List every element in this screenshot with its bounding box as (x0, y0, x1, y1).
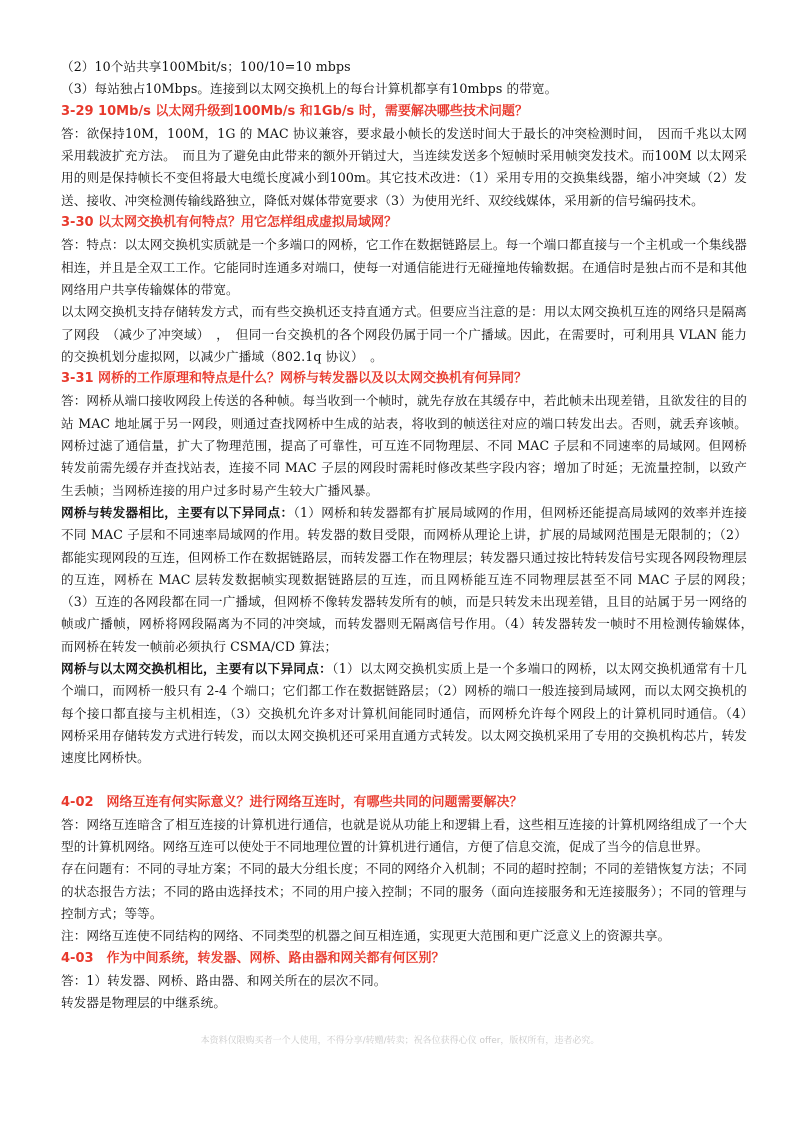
answer-paragraph: 答：网桥从端口接收网段上传送的各种帧。每当收到一个帧时，就先存放在其缓存中，若此帧未出现差错，且欲发往的目的站 MAC 地址属于另一网段，则通过查找网桥中生成的站表，将收到的帧送往对应的端口转发出去。否则，就丢弃该帧。网桥过滤了通信量，扩大了物理范围，提高了可靠性，可互连不同物理层、不同 MAC 子层和不同速率的局域网。但网桥转发前需先缓存并查找站表，连接不同 MAC 子层的网段时需耗时修改某些字段内容；增加了时延；无流量控制，以致产生丢帧；当网桥连接的用户过多时易产生较大广播风暴。 (61, 393, 747, 498)
question-heading-3-30: 3-30 以太网交换机有何特点？用它怎样组成虚拟局域网？ (61, 215, 398, 231)
page-footer: 本资料仅限购买者一个人使用，不得分享/转赠/转卖；祝各位获得心仪 offer，版权所有，违者必究。 (200, 1036, 600, 1046)
spacer (61, 770, 747, 792)
text-line: （2）10个站共享100Mbit/s；100/10=10 mbps (61, 59, 351, 74)
answer-paragraph: 答：欲保持10M，100M，1G 的 MAC 协议兼容，要求最小帧长的发送时间大于最长的冲突检测时间， 因而千兆以太网采用载波扩充方法。 而且为了避免由此带来的额外开销过大，当连续发送多个短帧时采用帧突发技术。而100M 以太网采用的则是保持帧长不变但将最大电缆长度减小到100m。其它技术改进：（1）采用专用的交换集线器，缩小冲突域（2）发送、接收、冲突检测传输线路独立，降低对媒体带宽要求（3）为使用光纤、双绞线媒体，采用新的信号编码技术。 (61, 125, 747, 208)
question-heading-4-02: 4-02 网络互连有何实际意义？进行网络互连时，有哪些共同的问题需要解决？ (61, 794, 523, 810)
answer-paragraph: 注：网络互连使不同结构的网络、不同类型的机器之间互相连通，实现更大范围和更广泛意义上的资源共享。 (61, 928, 671, 944)
text-line: （3）每站独占10Mbps。连接到以太网交换机上的每台计算机都享有10mbps 的带宽。 (61, 81, 558, 97)
bold-lead: 网桥与转发器相比，主要有以下异同点： (61, 504, 294, 520)
answer-paragraph: 答：1）转发器、网桥、路由器、和网关所在的层次不同。 (61, 972, 387, 988)
answer-paragraph: 答：网络互连暗含了相互连接的计算机进行通信，也就是说从功能上和逻辑上看，这些相互连接的计算机网络组成了一个大型的计算机网络。网络互连可以使处于不同地理位置的计算机进行通信，方便了信息交流，促成了当今的信息世界。 (61, 816, 747, 855)
answer-paragraph: 以太网交换机支持存储转发方式，而有些交换机还支持直通方式。但要应当注意的是：用以太网交换机互连的网络只是隔离了网段 （减少了冲突域） ， 但同一台交换机的各个网段仍属于同一个广播域。因此，在需要时，可利用具 VLAN 能力的交换机划分虚拟网，以减少广播域（802.1q 协议） 。 (61, 304, 747, 364)
answer-paragraph: 答：特点：以太网交换机实质就是一个多端口的网桥，它工作在数据链路层上。每一个端口都直接与一个主机或一个集线器相连，并且是全双工工作。它能同时连通多对端口，使每一对通信能进行无碰撞地传输数据。在通信时是独占而不是和其他网络用户共享传输媒体的带宽。 (61, 237, 747, 297)
bold-lead: 网桥与以太网交换机相比，主要有以下异同点： (61, 661, 333, 677)
answer-paragraph (61, 502, 760, 658)
answer-paragraph: 存在问题有：不同的寻址方案；不同的最大分组长度；不同的网络介入机制；不同的超时控制；不同的差错恢复方法；不同的状态报告方法；不同的路由选择技术；不同的用户接入控制；不同的服务（面向连接服务和无连接服务）；不同的管理与控制方式；等等。 (61, 861, 747, 921)
answer-text: （1）网桥和转发器都有扩展局域网的作用，但网桥还能提高局域网的效率并连接不同 MAC 子层和不同速率局域网的作用。转发器的数目受限，而网桥从理论上讲，扩展的局域网范围是无限制的；（2）都能实现网段的互连，但网桥工作在数据链路层，而转发器工作在物理层；转发器只通过按比特转发信号实现各网段物理层的互连，网桥在 MAC 层转发数据帧实现数据链路层的互连，而且网桥能互连不同物理层甚至不同 MAC 子层的网段； （3）互连的各网段都在同一广播域，但网桥不像转发器转发所有的帧，而是只转发未出现差错，且目的站属于另一网络的帧或广播帧，网桥将网段隔离为不同的冲突域，而转发器则无隔离信号作用。（4）转发器转发一帧时不用检测传输媒体， 而网桥在转发一帧前必须执行 CSMA/CD 算法； (61, 504, 760, 654)
answer-paragraph: 转发器是物理层的中继系统。 (61, 995, 227, 1011)
question-heading-3-29: 3-29 10Mb/s 以太网升级到100Mb/s 和1Gb/s 时，需要解决哪些技术问题？ (61, 103, 528, 119)
question-heading-3-31: 3-31 网桥的工作原理和特点是什么？网桥与转发器以及以太网交换机有何异同？ (61, 371, 528, 387)
question-heading-4-03: 4-03 作为中间系统，转发器、网桥、路由器和网关都有何区别？ (61, 950, 445, 966)
answer-text: （1）以太网交换机实质上是一个多端口的网桥，以太网交换机通常有十几个端口，而网桥一般只有 2-4 个端口；它们都工作在数据链路层；（2）网桥的端口一般连接到局域网，而以太网交换机的每个接口都直接与主机相连，（3）交换机允许多对计算机间能同时通信，而网桥允许每个网段上的计算机同时通信。（4） 网桥采用存储转发方式进行转发，而以太网交换机还可采用直通方式转发。以太网交换机采用了专用的交换机构芯片，转发速度比网桥快。 (61, 661, 760, 766)
answer-paragraph (61, 658, 760, 769)
document-body (61, 56, 760, 1014)
